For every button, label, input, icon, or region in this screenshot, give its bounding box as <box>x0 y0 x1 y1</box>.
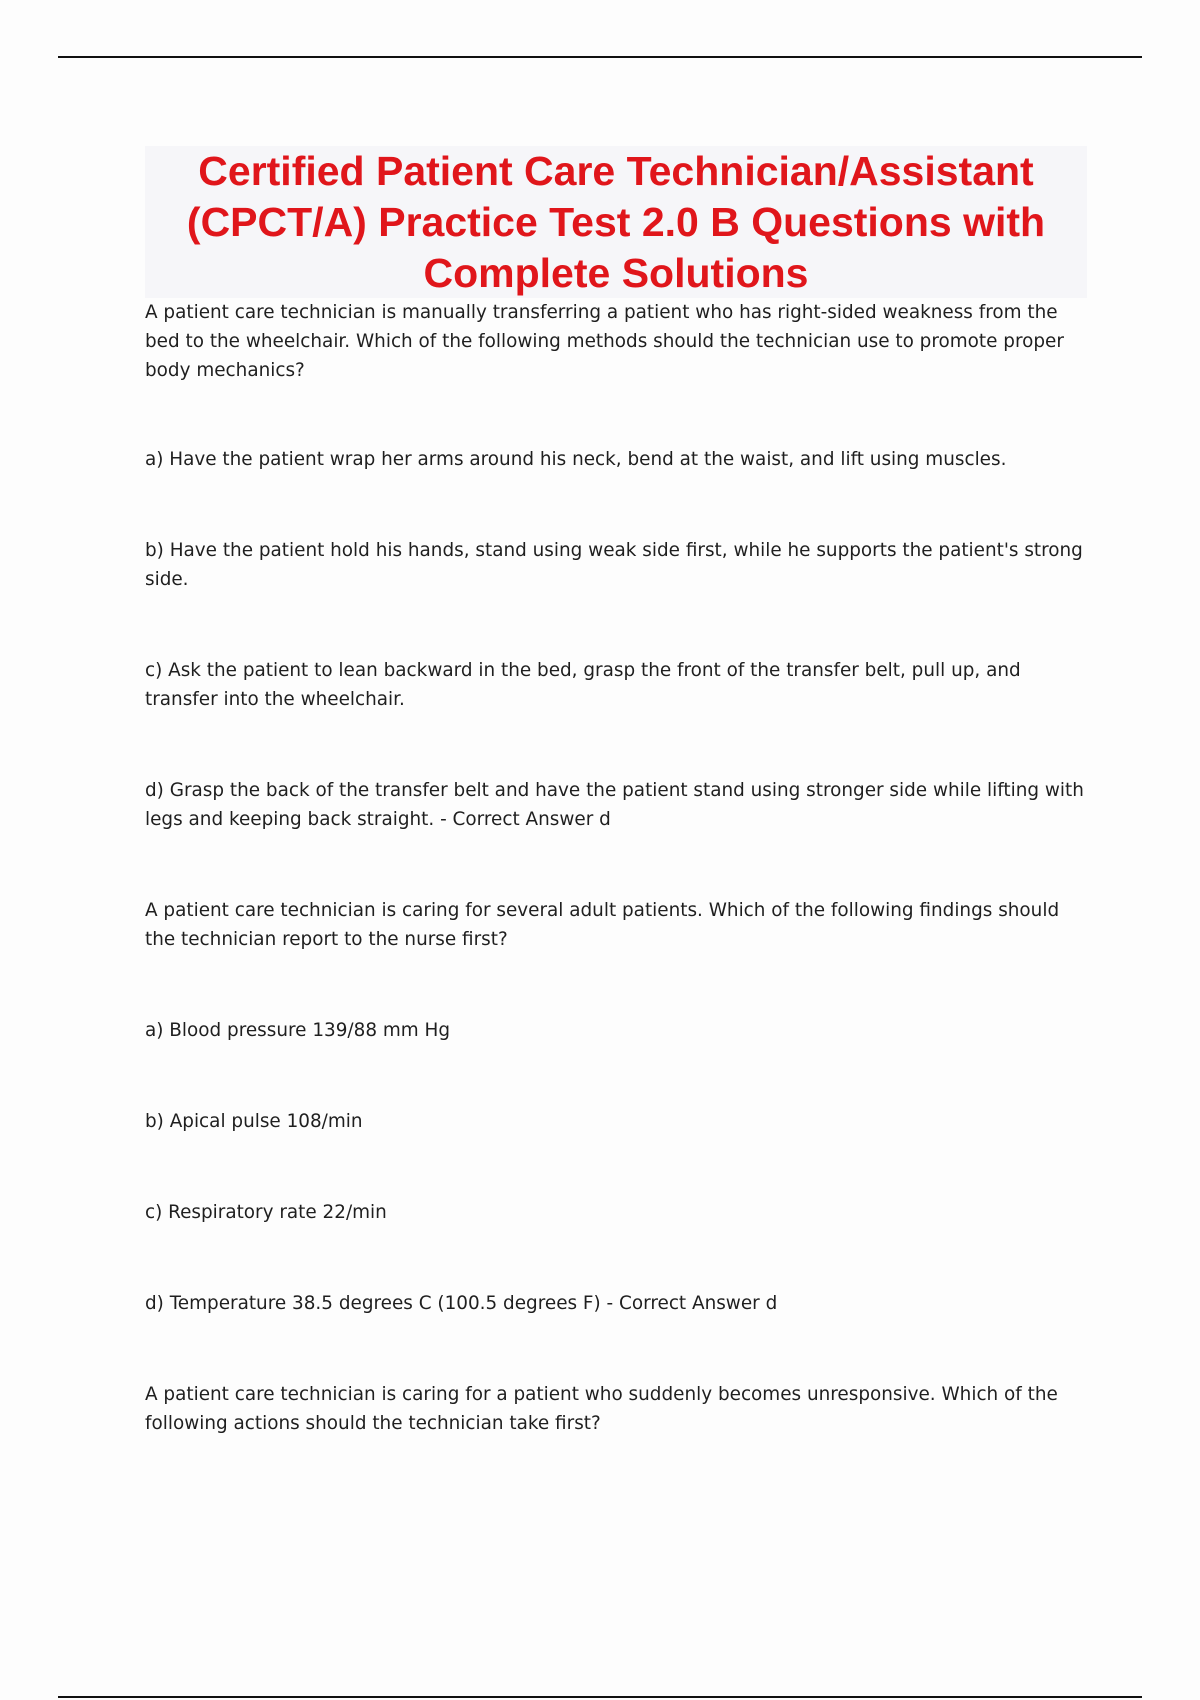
footer-rule <box>58 1696 1142 1698</box>
answer-option: a) Blood pressure 139/88 mm Hg <box>145 1020 451 1041</box>
header-rule <box>58 56 1142 58</box>
question-stem: A patient care technician is caring for several adult patients. Which of the following findings should the technician report to the nurse first? <box>145 900 1060 950</box>
question-stem: A patient care technician is caring for a patient who suddenly becomes unresponsive. Which of the following actions should the technician take first? <box>145 1384 1058 1434</box>
answer-option: b) Apical pulse 108/min <box>145 1111 363 1132</box>
title-block <box>145 146 1087 298</box>
question-stem: A patient care technician is manually transferring a patient who has right-sided weakness from the bed to the wheelchair. Which of the following methods should the technician use to promote proper body mechanics? <box>145 302 1064 381</box>
answer-option: d) Grasp the back of the transfer belt and have the patient stand using stronger side while lifting with legs and keeping back straight. - Correct Answer d <box>145 780 1084 830</box>
document-body <box>145 298 1085 1438</box>
answer-option: c) Ask the patient to lean backward in the bed, grasp the front of the transfer belt, pull up, and transfer into the wheelchair. <box>145 660 1021 710</box>
document-title: Certified Patient Care Technician/Assistant (CPCT/A) Practice Test 2.0 B Questions with Complete Solutions <box>186 148 1046 296</box>
answer-option: a) Have the patient wrap her arms around his neck, bend at the waist, and lift using muscles. <box>145 449 1007 470</box>
answer-option: b) Have the patient hold his hands, stand using weak side first, while he supports the patient's strong side. <box>145 540 1083 590</box>
answer-option: c) Respiratory rate 22/min <box>145 1202 387 1223</box>
answer-option: d) Temperature 38.5 degrees C (100.5 degrees F) - Correct Answer d <box>145 1293 778 1314</box>
